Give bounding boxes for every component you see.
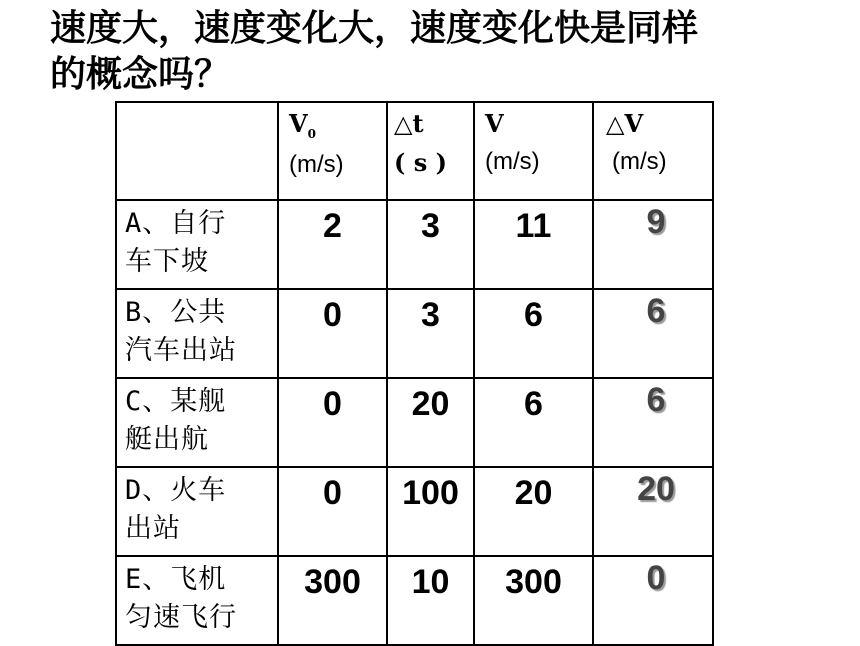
row-label-line-2: 出站 [125,513,181,544]
row-label-line-2: 艇出航 [125,424,209,455]
value-dt: 20 [411,385,450,423]
row-label-line-2: 车下坡 [125,246,209,277]
cell-v [474,467,593,556]
row-label-cell [116,200,278,289]
row-label-cell [116,467,278,556]
value-dt: 100 [402,474,459,512]
header-dt-symbol: △t [394,109,424,138]
row-label-line-2: 匀速飞行 [125,602,237,633]
value-v: 11 [515,207,552,245]
cell-v [474,200,593,289]
header-v0-unit: (m/s) [289,150,344,178]
row-label-cell [116,289,278,378]
table-row [116,378,713,467]
row-label-cell [116,556,278,645]
table-row [116,467,713,556]
header-dv-unit: (m/s) [612,148,667,175]
value-dv: 6 [646,292,666,330]
cell-v [474,289,593,378]
header-dt-unit: ( s ) [394,148,447,177]
cell-v0 [278,467,387,556]
row-label-line-1: C、某舰 [125,386,227,417]
table-row [116,289,713,378]
value-v: 6 [524,385,543,423]
value-v: 300 [505,563,562,601]
cell-dt [387,467,474,556]
header-empty-cell [116,102,278,200]
header-v-symbol: V [485,109,504,138]
cell-dt [387,378,474,467]
table-row [116,556,713,645]
value-dv: 9 [646,203,666,241]
header-dt [387,102,474,200]
cell-dv [593,200,713,289]
value-dt: 10 [411,563,450,601]
cell-dv [593,289,713,378]
cell-dv [593,378,713,467]
cell-dt [387,200,474,289]
cell-v0 [278,378,387,467]
row-label-line-1: D、火车 [125,475,227,506]
value-v: 20 [514,474,553,512]
value-dv: 20 [637,470,675,508]
value-v0: 2 [323,207,342,245]
row-label-cell [116,378,278,467]
value-dv: 6 [646,381,666,419]
question-line-1: 速度大，速度变化大，速度变化快是同样 [50,8,699,49]
header-v0-symbol: V [289,109,308,138]
cell-dt [387,556,474,645]
value-v0: 0 [323,296,342,334]
header-v0 [278,102,387,200]
value-dt: 3 [421,207,440,245]
header-v [474,102,593,200]
table-row [116,200,713,289]
header-dv-symbol: △V [606,109,644,138]
value-v: 6 [524,296,543,334]
row-label-line-1: A、自行 [125,208,227,239]
velocity-table [115,101,714,646]
row-label-line-2: 汽车出站 [125,335,237,366]
cell-dt [387,289,474,378]
cell-dv [593,556,713,645]
header-v-unit: (m/s) [485,148,540,175]
value-v0: 0 [323,385,342,423]
row-label-line-1: B、公共 [125,297,227,328]
cell-v0 [278,200,387,289]
cell-v [474,556,593,645]
value-dv: 0 [646,559,666,597]
question-text [50,6,770,98]
question-line-2: 的概念吗？ [50,54,231,95]
value-dt: 3 [421,296,440,334]
cell-dv [593,467,713,556]
cell-v0 [278,289,387,378]
cell-v [474,378,593,467]
value-v0: 0 [323,474,342,512]
value-v0: 300 [304,563,361,601]
cell-v0 [278,556,387,645]
table-header-row [116,102,713,200]
row-label-line-1: E、飞机 [125,564,227,595]
header-dv [593,102,713,200]
header-v0-subscript: 0 [307,126,316,141]
